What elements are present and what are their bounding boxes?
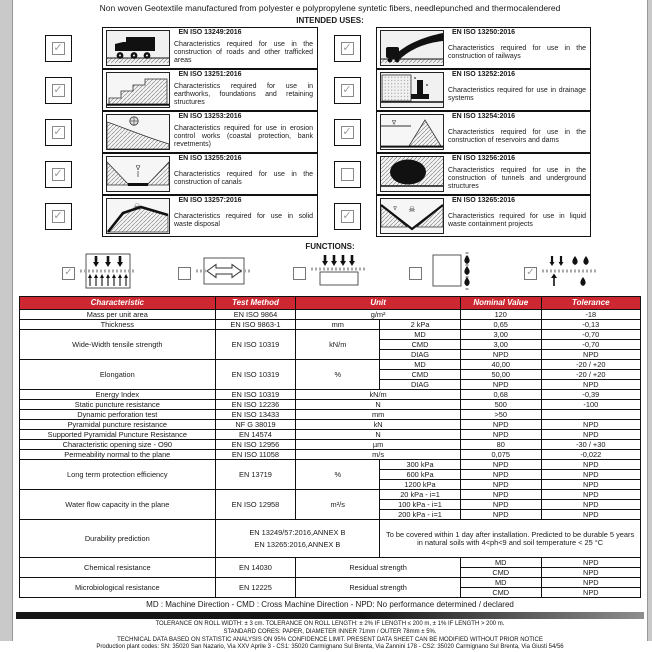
durability-standard-2: EN 13265:2016,ANNEX B — [218, 539, 378, 551]
value-cell: NPD — [541, 568, 640, 578]
tolerance-cell: NPD — [541, 510, 640, 520]
table-row — [20, 420, 641, 430]
nominal-cell: NPD — [460, 460, 541, 470]
table-row — [20, 460, 641, 470]
tolerance-cell: NPD — [541, 470, 640, 480]
characteristic-cell: Elongation — [20, 360, 216, 390]
tolerance-cell: NPD — [541, 430, 640, 440]
use-panel-reservoirs-dams — [376, 111, 591, 153]
table-row — [20, 490, 641, 500]
svg-text:∇: ∇ — [135, 164, 141, 172]
characteristic-cell: Pyramidal puncture resistance — [20, 420, 216, 430]
characteristic-cell: Characteristic opening size - O90 — [20, 440, 216, 450]
checkbox-railways[interactable] — [334, 35, 361, 62]
page-edge-left — [0, 0, 13, 641]
characteristic-cell: Microbiological resistance — [20, 578, 216, 598]
method-cell: EN 13719 — [215, 460, 296, 490]
condition-cell: 2 kPa — [380, 320, 461, 330]
tolerance-cell: NPD — [541, 460, 640, 470]
nominal-cell: NPD — [460, 420, 541, 430]
use-panel-solid-waste — [102, 195, 318, 237]
condition-cell: CMD — [380, 370, 461, 380]
checkmark: ✓ — [341, 210, 354, 223]
nominal-cell: NPD — [460, 430, 541, 440]
unit-cell: kN/m — [296, 330, 380, 360]
characteristic-cell: Dynamic perforation test — [20, 410, 216, 420]
table-row — [20, 440, 641, 450]
condition-cell: 20 kPa - i=1 — [380, 490, 461, 500]
checkmark: ✓ — [341, 126, 354, 139]
method-cell — [215, 520, 380, 558]
standard-label: EN ISO 13265:2016 — [377, 197, 590, 204]
characteristic-cell: Supported Pyramidal Puncture Resistance — [20, 430, 216, 440]
table-row — [20, 390, 641, 400]
unit-cell: % — [296, 460, 380, 490]
nominal-cell: NPD — [460, 470, 541, 480]
condition-cell: MD — [380, 360, 461, 370]
nominal-cell: >50 — [460, 410, 541, 420]
direction-cell: MD — [460, 578, 541, 588]
nominal-cell: NPD — [460, 350, 541, 360]
use-panel-tunnels — [376, 153, 591, 195]
nominal-cell: 3,00 — [460, 330, 541, 340]
use-panel-liquid-waste — [376, 195, 591, 237]
function-drainage — [409, 252, 483, 295]
col-test-method: Test Method — [215, 297, 296, 310]
standard-label: EN ISO 13250:2016 — [377, 29, 590, 36]
unit-cell: m/s — [296, 450, 461, 460]
standard-label: EN ISO 13253:2016 — [103, 113, 317, 120]
characteristic-cell: Permeability normal to the plane — [20, 450, 216, 460]
unit-cell: g/m² — [296, 310, 461, 320]
method-cell: EN ISO 12956 — [215, 440, 296, 450]
checkbox-roads[interactable] — [45, 35, 72, 62]
use-description: Characteristics required for use in the construction of canals — [170, 171, 317, 188]
table-row — [20, 558, 641, 568]
checkbox-earthworks[interactable] — [45, 77, 72, 104]
method-cell: EN ISO 12236 — [215, 400, 296, 410]
standard-label: EN ISO 13255:2016 — [103, 155, 317, 162]
checkbox-liquid-waste[interactable] — [334, 203, 361, 230]
condition-cell: 600 kPa — [380, 470, 461, 480]
col-characteristic: Characteristic — [20, 297, 216, 310]
svg-text:☠: ☠ — [408, 205, 415, 214]
value-cell: NPD — [541, 578, 640, 588]
characteristic-cell: Water flow capacity in the plane — [20, 490, 216, 520]
unit-cell: kN — [296, 420, 461, 430]
page-edge-right — [647, 0, 652, 641]
col-tolerance: Tolerance — [541, 297, 640, 310]
unit-cell: Residual strength — [296, 578, 461, 598]
datasheet-page — [14, 0, 646, 641]
direction-cell: CMD — [460, 588, 541, 598]
col-unit: Unit — [296, 297, 461, 310]
nominal-cell: 50,00 — [460, 370, 541, 380]
unit-cell: kN/m — [296, 390, 461, 400]
use-description: Characteristics required for use in the construction of railways — [444, 45, 590, 62]
characteristic-cell: Mass per unit area — [20, 310, 216, 320]
standard-label: EN ISO 13254:2016 — [377, 113, 590, 120]
direction-cell: CMD — [460, 568, 541, 578]
tolerance-cell: NPD — [541, 420, 640, 430]
tolerance-cell: -18 — [541, 310, 640, 320]
checkbox-drainage-systems[interactable] — [334, 77, 361, 104]
tolerance-cell: -0,022 — [541, 450, 640, 460]
characteristic-cell: Durability prediction — [20, 520, 216, 558]
nominal-cell: 0,68 — [460, 390, 541, 400]
footnotes — [14, 621, 646, 652]
condition-cell: DIAG — [380, 350, 461, 360]
function-separation — [62, 252, 136, 295]
filtration-icon — [542, 252, 598, 295]
tolerance-cell: NPD — [541, 380, 640, 390]
checkmark: ✓ — [341, 84, 354, 97]
nominal-cell: NPD — [460, 380, 541, 390]
tolerance-cell: NPD — [541, 480, 640, 490]
checkmark: ✓ — [52, 210, 65, 223]
use-description: Characteristics required for use in drainage systems — [444, 87, 590, 104]
table-row — [20, 320, 641, 330]
tolerance-cell: -0,70 — [541, 330, 640, 340]
nominal-cell: 3,00 — [460, 340, 541, 350]
nominal-cell: NPD — [460, 510, 541, 520]
footnote-statistics: TECHNICAL DATA BASED ON STATISTIC ANALYSIS ON 95% CONFIDENCE LIMIT. PRESENT DATA SHEET CAN BE MODIFIED WITHOUT PRIOR NOTICE — [14, 637, 646, 645]
checkmark: ✓ — [52, 42, 65, 55]
nominal-cell: NPD — [460, 490, 541, 500]
nominal-cell: 80 — [460, 440, 541, 450]
condition-cell: CMD — [380, 340, 461, 350]
table-row — [20, 310, 641, 320]
checkbox-solid-waste[interactable] — [45, 203, 72, 230]
drainage-icon — [427, 252, 483, 295]
checkbox-function-protection[interactable] — [293, 267, 306, 280]
checkmark: ✓ — [52, 168, 65, 181]
table-row — [20, 450, 641, 460]
checkmark: ✓ — [52, 126, 65, 139]
nominal-cell: 120 — [460, 310, 541, 320]
nominal-cell: 0,65 — [460, 320, 541, 330]
use-panel-erosion-control — [102, 111, 318, 153]
characteristic-cell: Wide-Width tensile strength — [20, 330, 216, 360]
checkmark: ✓ — [341, 42, 354, 55]
method-cell: EN ISO 9864 — [215, 310, 296, 320]
checkbox-function-drainage[interactable] — [409, 267, 422, 280]
use-description: Characteristics required for use in the construction of tunnels and underground structures — [444, 167, 590, 192]
checkbox-reservoirs-dams[interactable] — [334, 119, 361, 146]
standard-label: EN ISO 13256:2016 — [377, 155, 590, 162]
method-cell: EN ISO 12958 — [215, 490, 296, 520]
use-description: Characteristics required for use in the construction of roads and other trafficked areas — [170, 41, 317, 66]
standard-label: EN ISO 13257:2016 — [103, 197, 317, 204]
protection-icon — [311, 252, 367, 295]
svg-text:∇: ∇ — [392, 206, 397, 212]
tolerance-cell: -100 — [541, 400, 640, 410]
durability-standard-1: EN 13249/57:2016,ANNEX B — [218, 527, 378, 539]
use-description: Characteristics required for use in erosion control works (coastal protection, bank revetments) — [170, 125, 317, 150]
tolerance-cell: -20 / +20 — [541, 360, 640, 370]
unit-cell: % — [296, 360, 380, 390]
standard-label: EN ISO 13251:2016 — [103, 71, 317, 78]
table-row — [20, 578, 641, 588]
function-reinforcement — [178, 252, 252, 295]
table-row — [20, 410, 641, 420]
tolerance-cell: -0,70 — [541, 340, 640, 350]
checkmark — [341, 168, 354, 181]
checkbox-tunnels[interactable] — [334, 161, 361, 188]
tolerance-cell: NPD — [541, 500, 640, 510]
direction-cell: MD — [460, 558, 541, 568]
characteristic-cell: Chemical resistance — [20, 558, 216, 578]
table-row — [20, 430, 641, 440]
col-nominal-value: Nominal Value — [460, 297, 541, 310]
method-cell: EN ISO 10319 — [215, 360, 296, 390]
characteristic-cell: Static puncture resistance — [20, 400, 216, 410]
unit-cell: µm — [296, 440, 461, 450]
use-panel-railways — [376, 27, 591, 69]
unit-cell: mm — [296, 320, 380, 330]
function-filtration — [524, 252, 598, 295]
use-panel-roads — [102, 27, 318, 69]
intended-uses-grid — [14, 27, 646, 237]
characteristic-cell: Thickness — [20, 320, 216, 330]
method-cell: EN 14574 — [215, 430, 296, 440]
abbreviations-legend: MD : Machine Direction - CMD : Cross Machine Direction - NPD: No performance determined / declared — [14, 600, 646, 609]
unit-cell: m²/s — [296, 490, 380, 520]
table-header-row — [20, 297, 641, 310]
svg-text:☠: ☠ — [133, 202, 141, 212]
use-description: Characteristics required for use in earthworks, foundations and retaining structures — [170, 83, 317, 108]
use-panel-earthworks — [102, 69, 318, 111]
characteristics-table — [19, 296, 641, 598]
method-cell: EN ISO 10319 — [215, 330, 296, 360]
unit-cell: N — [296, 400, 461, 410]
footnote-roll-tolerance: TOLERANCE ON ROLL WIDTH: ± 3 cm. TOLERANCE ON ROLL LENGTH: ± 2% IF LENGTH ≤ 200 m, ± 1% IF LENGTH > 200 m. — [14, 621, 646, 629]
nominal-cell: NPD — [460, 480, 541, 490]
functions-row — [14, 251, 646, 293]
tolerance-cell: NPD — [541, 490, 640, 500]
method-cell: EN ISO 10319 — [215, 390, 296, 400]
condition-cell: 200 kPa - i=1 — [380, 510, 461, 520]
method-cell: EN ISO 11058 — [215, 450, 296, 460]
nominal-cell: NPD — [460, 500, 541, 510]
functions-label: FUNCTIONS: — [14, 242, 646, 251]
use-description: Characteristics required for use in the construction of reservoirs and dams — [444, 129, 590, 146]
checkbox-erosion-control[interactable] — [45, 119, 72, 146]
method-cell: EN ISO 9863-1 — [215, 320, 296, 330]
tolerance-cell: -0,39 — [541, 390, 640, 400]
method-cell: NF G 38019 — [215, 420, 296, 430]
intended-uses-label: INTENDED USES: — [14, 16, 646, 25]
table-row — [20, 330, 641, 340]
method-cell: EN 14030 — [215, 558, 296, 578]
condition-cell: 300 kPa — [380, 460, 461, 470]
reinforcement-icon — [196, 252, 252, 295]
characteristic-cell: Energy Index — [20, 390, 216, 400]
value-cell: NPD — [541, 588, 640, 598]
checkbox-function-filtration[interactable]: ✓ — [524, 267, 537, 280]
use-description: Characteristics required for use in liquid waste containment projects — [444, 213, 590, 230]
footnote-cores: STANDARD CORES: PAPER, DIAMETER INNER 71mm / OUTER 78mm ± 5%. — [14, 629, 646, 637]
use-panel-canals — [102, 153, 318, 195]
value-cell: NPD — [541, 558, 640, 568]
function-protection — [293, 252, 367, 295]
condition-cell: MD — [380, 330, 461, 340]
tolerance-cell: -0,13 — [541, 320, 640, 330]
nominal-cell: 40,00 — [460, 360, 541, 370]
durability-note: To be covered within 1 day after installation. Predicted to be durable 5 years in natural soils with 4<ph<9 and soil temperature < 25 °C — [380, 520, 641, 558]
condition-cell: 100 kPa - i=1 — [380, 500, 461, 510]
checkmark: ✓ — [52, 84, 65, 97]
footnote-plants: Production plant codes: SN: 35020 San Nazario, Via XXV Aprile 3 - CS1: 35020 Carmignano Sul Brenta, Via Zannini 178 - CS2: 35020 Carmignano Sul Brenta, Via Giusti 54/56 — [14, 644, 646, 652]
condition-cell: DIAG — [380, 380, 461, 390]
method-cell: EN ISO 13433 — [215, 410, 296, 420]
unit-cell: mm — [296, 410, 461, 420]
standard-label: EN ISO 13249:2016 — [103, 29, 317, 36]
checkbox-canals[interactable] — [45, 161, 72, 188]
tolerance-cell: NPD — [541, 350, 640, 360]
tolerance-cell: -20 / +20 — [541, 370, 640, 380]
table-row-durability — [20, 520, 641, 558]
divider-bar — [16, 612, 644, 619]
tolerance-cell: -30 / +30 — [541, 440, 640, 450]
use-panel-drainage-systems — [376, 69, 591, 111]
unit-cell: N — [296, 430, 461, 440]
method-cell: EN 12225 — [215, 578, 296, 598]
nominal-cell: 500 — [460, 400, 541, 410]
tolerance-cell — [541, 410, 640, 420]
standard-label: EN ISO 13252:2016 — [377, 71, 590, 78]
separation-icon — [80, 252, 136, 295]
svg-text:∇: ∇ — [391, 120, 397, 127]
checkbox-function-separation[interactable]: ✓ — [62, 267, 75, 280]
condition-cell: 1200 kPa — [380, 480, 461, 490]
table-row — [20, 400, 641, 410]
document-title: Non woven Geotextile manufactured from polyester e polypropylene syntetic fibers, needlepunched and thermocalendered — [14, 0, 646, 13]
characteristic-cell: Long term protection efficiency — [20, 460, 216, 490]
checkbox-function-reinforcement[interactable] — [178, 267, 191, 280]
unit-cell: Residual strength — [296, 558, 461, 578]
use-description: Characteristics required for use in solid waste disposal — [170, 213, 317, 230]
table-row — [20, 360, 641, 370]
nominal-cell: 0,075 — [460, 450, 541, 460]
